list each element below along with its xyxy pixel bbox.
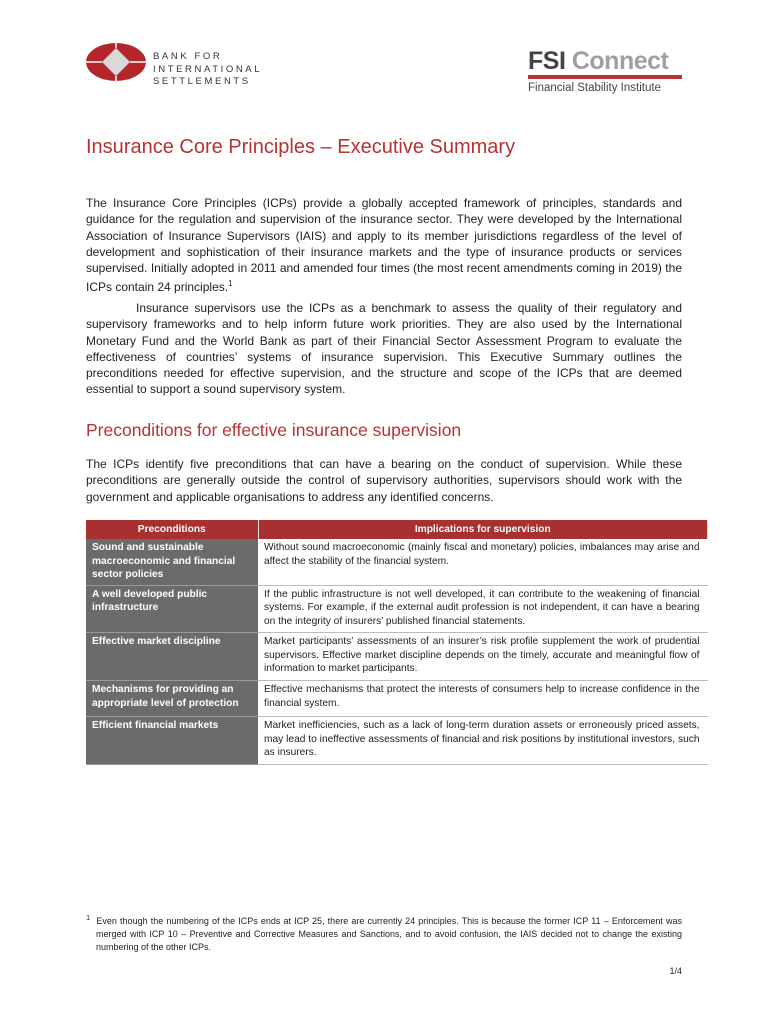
logo-bar [528, 75, 682, 79]
paragraph-3: The ICPs identify five preconditions that can have a bearing on the conduct of supervision. While these preconditions are generally outside the control of supervisory authorities, supervisors should work with the government and applicable organisations to address any identified concerns. [86, 457, 682, 504]
column-header: Implications for supervision [258, 520, 708, 539]
footnote-mark: 1 [86, 913, 91, 922]
precondition-cell: A well developed public infrastructure [86, 585, 258, 633]
intro-paragraph [86, 195, 682, 296]
table-row [86, 585, 708, 633]
preconditions-table [86, 520, 708, 765]
intro-text: The Insurance Core Principles (ICPs) provide a globally accepted framework of principles, standards and guidance for the regulation and supervision of the insurance sector. They were developed by the International Association of Insurance Supervisors (IAIS) and apply to its member jurisdictions regardless of the level of development and sophistication of their insurance markets and the type of insurance products or services supervised. Initially adopted in 2011 and amended four times (the most recent amendments coming in 2019) the ICPs contain 24 principles. [86, 196, 682, 295]
implication-cell: Market participants’ assessments of an insurer’s risk profile supplement the work of prudential supervisors. Effective market discipline depends on the timely, accurate and meaningful flow of information to market participants. [258, 633, 708, 681]
implication-cell: If the public infrastructure is not well developed, it can contribute to the weakening of financial systems. For example, if the external audit profession is not independent, it can have a bearing on the integrity of insurers’ published financial statements. [258, 585, 708, 633]
precondition-cell: Sound and sustainable macroeconomic and financial sector policies [86, 539, 258, 585]
section-heading: Preconditions for effective insurance supervision [86, 420, 462, 440]
page-number: 1/4 [669, 966, 682, 976]
connect-logo-text: Connect [571, 47, 669, 75]
bis-name-line: SETTLEMENTS [153, 76, 251, 87]
precondition-cell: Effective market discipline [86, 633, 258, 681]
footnote-text: Even though the numbering of the ICPs ends at ICP 25, there are currently 24 principles. This is because the former ICP 11 – Enforcement was merged with ICP 10 – Preventive and Corrective Measures and Sanctions, and to avoid confusion, the IAIS decided not to change the existing numbering of the other ICPs. [96, 916, 682, 952]
paragraph-2: Insurance supervisors use the ICPs as a benchmark to assess the quality of their regulatory and supervisory frameworks and to help inform future work priorities. They are also used by the International Monetary Fund and the World Bank as part of their Financial Sector Assessment Program to evaluate the effectiveness of countries’ systems of insurance supervision. This Executive Summary outlines the preconditions needed for effective supervision, and the structure and scope of the ICPs that are deemed essential to support a sound supervisory system. [86, 301, 682, 397]
footnote [86, 911, 682, 954]
footnote-ref[interactable]: 1 [228, 279, 233, 289]
page-title: Insurance Core Principles – Executive Summary [86, 136, 516, 158]
fsi-connect-logo [528, 48, 682, 94]
implication-cell: Market inefficiencies, such as a lack of long-term duration assets or erroneously priced assets, may lead to ineffective assessments of financial and risk positions by institutional investors, such as insurers. [258, 717, 708, 765]
table-row [86, 681, 708, 717]
precondition-cell: Efficient financial markets [86, 717, 258, 765]
column-header: Preconditions [86, 520, 258, 539]
table-row [86, 717, 708, 765]
fsi-subtitle: Financial Stability Institute [528, 82, 661, 94]
table-row [86, 633, 708, 681]
precondition-cell: Mechanisms for providing an appropriate level of protection [86, 681, 258, 717]
implication-cell: Effective mechanisms that protect the interests of consumers help to increase confidence in the financial system. [258, 681, 708, 717]
bis-name-line: BANK FOR [153, 51, 223, 62]
bis-logo [86, 43, 146, 81]
bis-name-line: INTERNATIONAL [153, 63, 263, 75]
fsi-logo-text: FSI [528, 47, 566, 75]
table-row [86, 539, 708, 585]
bis-name [153, 51, 262, 89]
implication-cell: Without sound macroeconomic (mainly fiscal and monetary) policies, imbalances may arise and affect the stability of the financial system. [258, 539, 708, 585]
